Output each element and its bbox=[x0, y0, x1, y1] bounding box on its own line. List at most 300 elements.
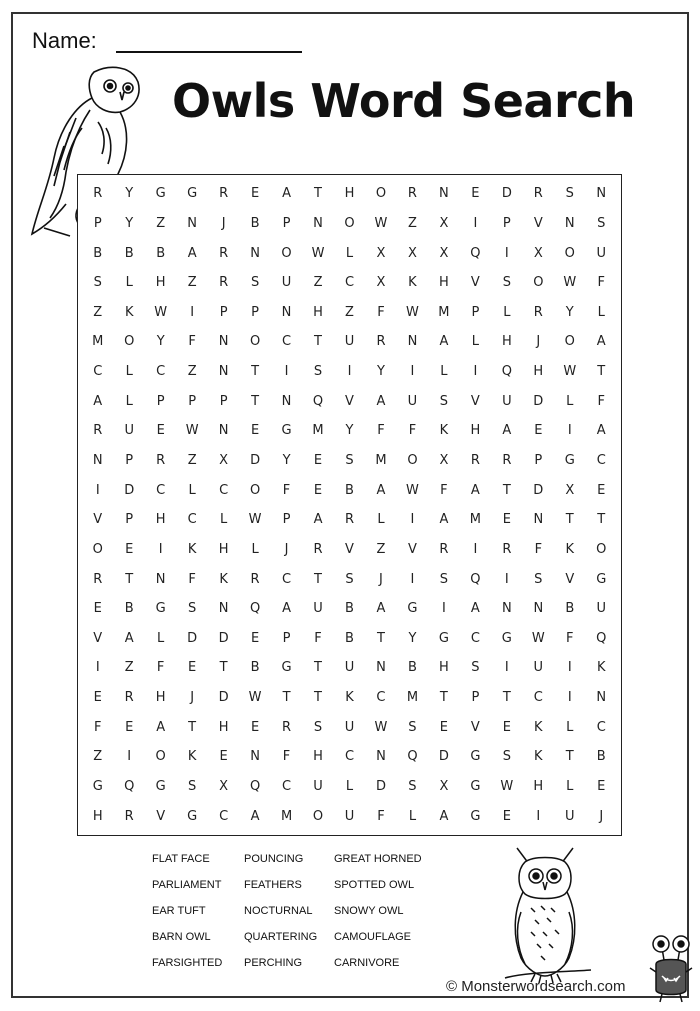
grid-letter[interactable]: R bbox=[439, 541, 449, 557]
grid-letter[interactable]: S bbox=[250, 275, 260, 291]
grid-letter[interactable]: Q bbox=[501, 364, 512, 380]
grid-letter[interactable]: C bbox=[156, 482, 166, 498]
grid-letter[interactable]: X bbox=[439, 215, 449, 231]
grid-letter[interactable]: S bbox=[345, 571, 354, 587]
grid-letter[interactable]: K bbox=[596, 660, 606, 676]
grid-letter[interactable]: W bbox=[531, 630, 545, 646]
grid-letter[interactable]: P bbox=[219, 393, 228, 409]
grid-letter[interactable]: Z bbox=[187, 453, 197, 469]
grid-letter[interactable]: E bbox=[471, 186, 480, 202]
grid-letter[interactable]: S bbox=[313, 719, 323, 735]
grid-letter[interactable]: K bbox=[124, 304, 134, 320]
grid-letter[interactable]: W bbox=[406, 304, 419, 320]
grid-letter[interactable]: N bbox=[218, 334, 229, 350]
grid-letter[interactable]: R bbox=[250, 571, 260, 587]
grid-letter[interactable]: T bbox=[565, 512, 574, 528]
grid-letter[interactable]: L bbox=[503, 304, 511, 320]
grid-letter[interactable]: T bbox=[597, 364, 606, 380]
grid-letter[interactable]: V bbox=[345, 541, 354, 557]
grid-letter[interactable]: V bbox=[93, 512, 103, 528]
grid-letter[interactable]: I bbox=[410, 512, 415, 528]
grid-letter[interactable]: G bbox=[92, 779, 103, 795]
grid-letter[interactable]: A bbox=[156, 719, 166, 735]
grid-letter[interactable]: W bbox=[154, 304, 168, 320]
grid-letter[interactable]: I bbox=[95, 660, 100, 676]
grid-letter[interactable]: O bbox=[92, 541, 103, 557]
grid-letter[interactable]: T bbox=[376, 630, 385, 646]
grid-letter[interactable]: N bbox=[155, 571, 166, 587]
grid-letter[interactable]: D bbox=[124, 482, 135, 498]
grid-letter[interactable]: B bbox=[565, 601, 575, 617]
grid-letter[interactable]: S bbox=[534, 571, 543, 587]
grid-letter[interactable]: T bbox=[314, 660, 322, 676]
grid-letter[interactable]: T bbox=[502, 482, 511, 498]
grid-letter[interactable]: B bbox=[407, 660, 417, 676]
grid-letter[interactable]: Q bbox=[470, 571, 481, 587]
grid-letter[interactable]: R bbox=[376, 334, 386, 350]
grid-letter[interactable]: M bbox=[406, 690, 419, 706]
grid-letter[interactable]: F bbox=[93, 719, 102, 735]
grid-letter[interactable]: N bbox=[218, 601, 229, 617]
grid-letter[interactable]: N bbox=[281, 393, 292, 409]
grid-letter[interactable]: U bbox=[344, 660, 355, 676]
grid-letter[interactable]: U bbox=[407, 393, 418, 409]
grid-letter[interactable]: A bbox=[439, 334, 449, 350]
grid-letter[interactable]: S bbox=[188, 779, 197, 795]
grid-letter[interactable]: T bbox=[188, 719, 197, 735]
grid-letter[interactable]: B bbox=[93, 245, 103, 261]
grid-letter[interactable]: G bbox=[470, 749, 481, 765]
grid-letter[interactable]: K bbox=[565, 541, 575, 557]
grid-letter[interactable]: M bbox=[312, 423, 324, 439]
grid-letter[interactable]: F bbox=[282, 749, 291, 765]
grid-letter[interactable]: J bbox=[190, 690, 195, 706]
grid-letter[interactable]: D bbox=[533, 393, 544, 409]
grid-letter[interactable]: J bbox=[221, 215, 226, 231]
grid-letter[interactable]: W bbox=[311, 245, 325, 261]
grid-letter[interactable]: F bbox=[282, 482, 291, 498]
grid-letter[interactable]: Y bbox=[282, 453, 291, 469]
grid-letter[interactable]: E bbox=[250, 719, 260, 735]
grid-letter[interactable]: L bbox=[566, 779, 574, 795]
grid-letter[interactable]: W bbox=[248, 512, 262, 528]
grid-letter[interactable]: U bbox=[313, 601, 323, 617]
grid-letter[interactable]: V bbox=[407, 541, 417, 557]
grid-letter[interactable]: H bbox=[439, 275, 449, 291]
grid-letter[interactable]: L bbox=[125, 275, 133, 291]
grid-letter[interactable]: S bbox=[502, 749, 511, 765]
grid-letter[interactable]: U bbox=[596, 601, 607, 617]
grid-letter[interactable]: L bbox=[157, 630, 165, 646]
grid-letter[interactable]: E bbox=[502, 512, 511, 528]
grid-letter[interactable]: H bbox=[218, 719, 229, 735]
grid-letter[interactable]: Q bbox=[407, 749, 418, 765]
grid-letter[interactable]: L bbox=[408, 808, 417, 824]
grid-letter[interactable]: L bbox=[566, 719, 574, 735]
grid-letter[interactable]: H bbox=[155, 512, 166, 528]
grid-letter[interactable]: A bbox=[596, 423, 606, 439]
grid-letter[interactable]: K bbox=[534, 719, 543, 735]
grid-letter[interactable]: N bbox=[564, 215, 575, 231]
grid-letter[interactable]: G bbox=[501, 630, 512, 646]
grid-letter[interactable]: N bbox=[596, 186, 607, 202]
grid-letter[interactable]: U bbox=[344, 334, 355, 350]
grid-letter[interactable]: A bbox=[282, 601, 291, 617]
grid-letter[interactable]: O bbox=[124, 334, 135, 350]
grid-letter[interactable]: Q bbox=[124, 779, 135, 795]
grid-letter[interactable]: E bbox=[313, 453, 323, 469]
grid-letter[interactable]: V bbox=[470, 275, 480, 291]
grid-letter[interactable]: I bbox=[504, 660, 509, 676]
grid-letter[interactable]: P bbox=[125, 512, 134, 528]
grid-letter[interactable]: L bbox=[219, 512, 228, 528]
grid-letter[interactable]: N bbox=[281, 304, 292, 320]
grid-letter[interactable]: U bbox=[313, 779, 323, 795]
grid-letter[interactable]: B bbox=[124, 245, 134, 261]
grid-letter[interactable]: O bbox=[407, 453, 418, 469]
grid-letter[interactable]: B bbox=[345, 601, 354, 617]
grid-letter[interactable]: S bbox=[502, 275, 511, 291]
grid-letter[interactable]: E bbox=[502, 808, 511, 824]
grid-letter[interactable]: A bbox=[124, 630, 134, 646]
grid-letter[interactable]: A bbox=[470, 482, 480, 498]
grid-letter[interactable]: J bbox=[599, 808, 604, 824]
grid-letter[interactable]: R bbox=[124, 808, 134, 824]
grid-letter[interactable]: N bbox=[501, 601, 512, 617]
grid-letter[interactable]: F bbox=[408, 423, 417, 439]
grid-letter[interactable]: N bbox=[250, 749, 260, 765]
grid-letter[interactable]: I bbox=[410, 364, 415, 380]
grid-letter[interactable]: K bbox=[408, 275, 417, 291]
grid-letter[interactable]: W bbox=[374, 215, 388, 231]
grid-letter[interactable]: T bbox=[314, 186, 322, 202]
grid-letter[interactable]: I bbox=[473, 215, 478, 231]
grid-letter[interactable]: H bbox=[533, 779, 544, 795]
grid-letter[interactable]: S bbox=[565, 186, 574, 202]
grid-letter[interactable]: L bbox=[471, 334, 479, 350]
grid-letter[interactable]: D bbox=[438, 749, 449, 765]
grid-letter[interactable]: I bbox=[473, 364, 478, 380]
grid-letter[interactable]: T bbox=[502, 690, 511, 706]
grid-letter[interactable]: H bbox=[470, 423, 481, 439]
grid-letter[interactable]: L bbox=[345, 779, 354, 795]
grid-letter[interactable]: G bbox=[187, 808, 198, 824]
grid-letter[interactable]: E bbox=[313, 482, 323, 498]
grid-letter[interactable]: D bbox=[501, 186, 512, 202]
grid-letter[interactable]: X bbox=[376, 245, 386, 261]
grid-letter[interactable]: W bbox=[563, 275, 577, 291]
grid-letter[interactable]: K bbox=[187, 541, 197, 557]
grid-letter[interactable]: H bbox=[533, 364, 544, 380]
grid-letter[interactable]: S bbox=[345, 453, 354, 469]
grid-letter[interactable]: V bbox=[470, 719, 480, 735]
grid-letter[interactable]: P bbox=[156, 393, 165, 409]
grid-letter[interactable]: L bbox=[377, 512, 385, 528]
grid-letter[interactable]: B bbox=[124, 601, 134, 617]
grid-letter[interactable]: E bbox=[156, 423, 165, 439]
grid-letter[interactable]: G bbox=[438, 630, 449, 646]
grid-letter[interactable]: Z bbox=[93, 304, 103, 320]
grid-letter[interactable]: B bbox=[345, 630, 354, 646]
grid-letter[interactable]: H bbox=[439, 660, 449, 676]
grid-letter[interactable]: E bbox=[188, 660, 197, 676]
grid-letter[interactable]: H bbox=[218, 541, 229, 557]
grid-letter[interactable]: G bbox=[281, 423, 292, 439]
grid-letter[interactable]: R bbox=[124, 690, 134, 706]
grid-letter[interactable]: N bbox=[218, 364, 229, 380]
grid-letter[interactable]: I bbox=[158, 541, 163, 557]
grid-letter[interactable]: F bbox=[566, 630, 574, 646]
grid-letter[interactable]: V bbox=[345, 393, 354, 409]
grid-letter[interactable]: W bbox=[248, 690, 262, 706]
grid-letter[interactable]: L bbox=[440, 364, 448, 380]
grid-letter[interactable]: R bbox=[93, 186, 103, 202]
grid-letter[interactable]: G bbox=[187, 186, 198, 202]
grid-letter[interactable]: I bbox=[536, 808, 541, 824]
grid-letter[interactable]: X bbox=[376, 275, 386, 291]
grid-letter[interactable]: Q bbox=[249, 779, 261, 795]
grid-letter[interactable]: F bbox=[156, 660, 165, 676]
grid-letter[interactable]: F bbox=[534, 541, 543, 557]
grid-letter[interactable]: G bbox=[155, 601, 166, 617]
grid-letter[interactable]: R bbox=[344, 512, 355, 528]
grid-letter[interactable]: F bbox=[597, 275, 605, 291]
grid-letter[interactable]: P bbox=[93, 215, 102, 231]
grid-letter[interactable]: M bbox=[280, 808, 293, 824]
grid-letter[interactable]: R bbox=[156, 453, 166, 469]
grid-letter[interactable]: M bbox=[469, 512, 481, 528]
grid-letter[interactable]: Y bbox=[125, 215, 134, 231]
grid-letter[interactable]: Z bbox=[345, 304, 354, 320]
grid-letter[interactable]: N bbox=[376, 749, 386, 765]
grid-letter[interactable]: K bbox=[534, 749, 543, 765]
grid-letter[interactable]: Z bbox=[124, 660, 134, 676]
grid-letter[interactable]: L bbox=[597, 304, 605, 320]
grid-letter[interactable]: T bbox=[219, 660, 228, 676]
grid-letter[interactable]: S bbox=[188, 601, 197, 617]
grid-letter[interactable]: A bbox=[376, 482, 386, 498]
grid-letter[interactable]: I bbox=[95, 482, 100, 498]
grid-letter[interactable]: B bbox=[156, 245, 166, 261]
grid-letter[interactable]: A bbox=[187, 245, 197, 261]
grid-letter[interactable]: I bbox=[190, 304, 195, 320]
grid-letter[interactable]: C bbox=[344, 749, 355, 765]
grid-letter[interactable]: R bbox=[219, 186, 229, 202]
grid-letter[interactable]: O bbox=[596, 541, 607, 557]
grid-letter[interactable]: K bbox=[187, 749, 197, 765]
grid-letter[interactable]: S bbox=[439, 571, 449, 587]
grid-letter[interactable]: Z bbox=[156, 215, 166, 231]
grid-letter[interactable]: C bbox=[93, 364, 103, 380]
grid-letter[interactable]: S bbox=[408, 779, 417, 795]
grid-letter[interactable]: T bbox=[282, 690, 291, 706]
grid-letter[interactable]: I bbox=[410, 571, 415, 587]
grid-letter[interactable]: C bbox=[156, 364, 166, 380]
grid-letter[interactable]: N bbox=[439, 186, 449, 202]
grid-letter[interactable]: F bbox=[440, 482, 448, 498]
grid-letter[interactable]: D bbox=[218, 690, 229, 706]
grid-letter[interactable]: P bbox=[471, 690, 480, 706]
grid-letter[interactable]: G bbox=[470, 779, 481, 795]
grid-letter[interactable]: A bbox=[376, 601, 386, 617]
grid-letter[interactable]: I bbox=[504, 245, 509, 261]
grid-letter[interactable]: A bbox=[470, 601, 480, 617]
grid-letter[interactable]: A bbox=[439, 808, 449, 824]
grid-letter[interactable]: G bbox=[407, 601, 418, 617]
grid-letter[interactable]: R bbox=[533, 304, 543, 320]
grid-letter[interactable]: G bbox=[155, 186, 166, 202]
grid-letter[interactable]: H bbox=[313, 749, 323, 765]
grid-letter[interactable]: Y bbox=[408, 630, 417, 646]
grid-letter[interactable]: A bbox=[313, 512, 323, 528]
grid-letter[interactable]: C bbox=[219, 808, 229, 824]
grid-letter[interactable]: P bbox=[282, 512, 291, 528]
grid-letter[interactable]: N bbox=[407, 334, 418, 350]
grid-letter[interactable]: W bbox=[563, 364, 577, 380]
grid-letter[interactable]: T bbox=[597, 512, 606, 528]
grid-letter[interactable]: Q bbox=[249, 601, 261, 617]
grid-letter[interactable]: X bbox=[219, 453, 229, 469]
grid-letter[interactable]: S bbox=[597, 215, 606, 231]
grid-letter[interactable]: Z bbox=[407, 215, 417, 231]
grid-letter[interactable]: O bbox=[533, 275, 544, 291]
grid-letter[interactable]: E bbox=[439, 719, 449, 735]
grid-letter[interactable]: C bbox=[596, 719, 606, 735]
grid-letter[interactable]: P bbox=[251, 304, 259, 320]
grid-letter[interactable]: R bbox=[219, 245, 229, 261]
grid-letter[interactable]: R bbox=[533, 186, 543, 202]
grid-letter[interactable]: R bbox=[502, 541, 512, 557]
grid-letter[interactable]: P bbox=[219, 304, 228, 320]
grid-letter[interactable]: H bbox=[155, 690, 166, 706]
grid-letter[interactable]: C bbox=[344, 275, 355, 291]
grid-letter[interactable]: Z bbox=[187, 275, 197, 291]
grid-letter[interactable]: J bbox=[536, 334, 541, 350]
grid-letter[interactable]: N bbox=[187, 215, 197, 231]
grid-letter[interactable]: L bbox=[345, 245, 354, 261]
grid-letter[interactable]: L bbox=[125, 364, 133, 380]
grid-letter[interactable]: X bbox=[439, 453, 449, 469]
grid-letter[interactable]: I bbox=[473, 541, 478, 557]
grid-letter[interactable]: T bbox=[314, 334, 322, 350]
grid-letter[interactable]: N bbox=[533, 601, 544, 617]
grid-letter[interactable]: P bbox=[188, 393, 197, 409]
grid-letter[interactable]: H bbox=[92, 808, 103, 824]
grid-letter[interactable]: R bbox=[407, 186, 417, 202]
grid-letter[interactable]: N bbox=[250, 245, 260, 261]
grid-letter[interactable]: D bbox=[533, 482, 544, 498]
grid-letter[interactable]: Z bbox=[187, 364, 197, 380]
grid-letter[interactable]: N bbox=[376, 660, 386, 676]
grid-letter[interactable]: K bbox=[439, 423, 449, 439]
grid-letter[interactable]: U bbox=[596, 245, 607, 261]
grid-letter[interactable]: C bbox=[596, 453, 606, 469]
grid-letter[interactable]: E bbox=[250, 423, 260, 439]
grid-letter[interactable]: A bbox=[376, 393, 386, 409]
grid-letter[interactable]: X bbox=[439, 245, 449, 261]
grid-letter[interactable]: D bbox=[250, 453, 261, 469]
grid-letter[interactable]: R bbox=[502, 453, 512, 469]
grid-letter[interactable]: O bbox=[564, 334, 575, 350]
grid-letter[interactable]: C bbox=[219, 482, 229, 498]
grid-letter[interactable]: C bbox=[282, 334, 292, 350]
grid-letter[interactable]: R bbox=[93, 423, 103, 439]
grid-letter[interactable]: N bbox=[596, 690, 607, 706]
grid-letter[interactable]: C bbox=[533, 690, 543, 706]
grid-letter[interactable]: S bbox=[439, 393, 449, 409]
name-input-line[interactable] bbox=[116, 51, 302, 53]
grid-letter[interactable]: V bbox=[533, 215, 543, 231]
grid-letter[interactable]: I bbox=[567, 690, 572, 706]
grid-letter[interactable]: O bbox=[281, 245, 292, 261]
grid-letter[interactable]: F bbox=[377, 304, 385, 320]
grid-letter[interactable]: F bbox=[597, 393, 605, 409]
grid-letter[interactable]: E bbox=[93, 601, 102, 617]
grid-letter[interactable]: F bbox=[314, 630, 322, 646]
grid-letter[interactable]: X bbox=[565, 482, 575, 498]
grid-letter[interactable]: F bbox=[188, 334, 196, 350]
grid-letter[interactable]: T bbox=[251, 364, 260, 380]
grid-letter[interactable]: G bbox=[596, 571, 607, 587]
grid-letter[interactable]: C bbox=[187, 512, 197, 528]
grid-letter[interactable]: A bbox=[93, 393, 103, 409]
grid-letter[interactable]: Z bbox=[93, 749, 103, 765]
grid-letter[interactable]: R bbox=[470, 453, 480, 469]
grid-letter[interactable]: A bbox=[596, 334, 606, 350]
grid-letter[interactable]: S bbox=[408, 719, 417, 735]
grid-letter[interactable]: W bbox=[500, 779, 514, 795]
grid-letter[interactable]: U bbox=[124, 423, 134, 439]
grid-letter[interactable]: D bbox=[375, 779, 386, 795]
grid-letter[interactable]: I bbox=[284, 364, 289, 380]
grid-letter[interactable]: Z bbox=[313, 275, 323, 291]
grid-letter[interactable]: L bbox=[188, 482, 196, 498]
grid-letter[interactable]: P bbox=[282, 630, 291, 646]
grid-letter[interactable]: M bbox=[92, 334, 104, 350]
grid-letter[interactable]: W bbox=[185, 423, 199, 439]
grid-letter[interactable]: R bbox=[313, 541, 323, 557]
grid-letter[interactable]: N bbox=[533, 512, 544, 528]
grid-letter[interactable]: P bbox=[502, 215, 511, 231]
grid-letter[interactable]: B bbox=[596, 749, 606, 765]
grid-letter[interactable]: O bbox=[312, 808, 324, 824]
grid-letter[interactable]: J bbox=[284, 541, 289, 557]
grid-letter[interactable]: J bbox=[379, 571, 383, 587]
grid-letter[interactable]: Y bbox=[376, 364, 385, 380]
grid-letter[interactable]: Y bbox=[565, 304, 574, 320]
grid-letter[interactable]: K bbox=[219, 571, 228, 587]
grid-letter[interactable]: B bbox=[250, 660, 260, 676]
grid-letter[interactable]: A bbox=[282, 186, 291, 202]
grid-letter[interactable]: Q bbox=[470, 245, 481, 261]
grid-letter[interactable]: Q bbox=[312, 393, 324, 409]
grid-letter[interactable]: P bbox=[125, 453, 134, 469]
grid-letter[interactable]: G bbox=[155, 779, 166, 795]
grid-letter[interactable]: E bbox=[502, 719, 511, 735]
grid-letter[interactable]: U bbox=[533, 660, 544, 676]
grid-letter[interactable]: U bbox=[565, 808, 575, 824]
grid-letter[interactable]: B bbox=[345, 482, 354, 498]
grid-letter[interactable]: G bbox=[564, 453, 575, 469]
grid-letter[interactable]: V bbox=[565, 571, 575, 587]
grid-letter[interactable]: I bbox=[127, 749, 132, 765]
grid-letter[interactable]: X bbox=[219, 779, 229, 795]
grid-letter[interactable]: T bbox=[314, 690, 322, 706]
grid-letter[interactable]: T bbox=[314, 571, 322, 587]
grid-letter[interactable]: E bbox=[534, 423, 543, 439]
grid-letter[interactable]: O bbox=[155, 749, 166, 765]
grid-letter[interactable]: Y bbox=[125, 186, 134, 202]
